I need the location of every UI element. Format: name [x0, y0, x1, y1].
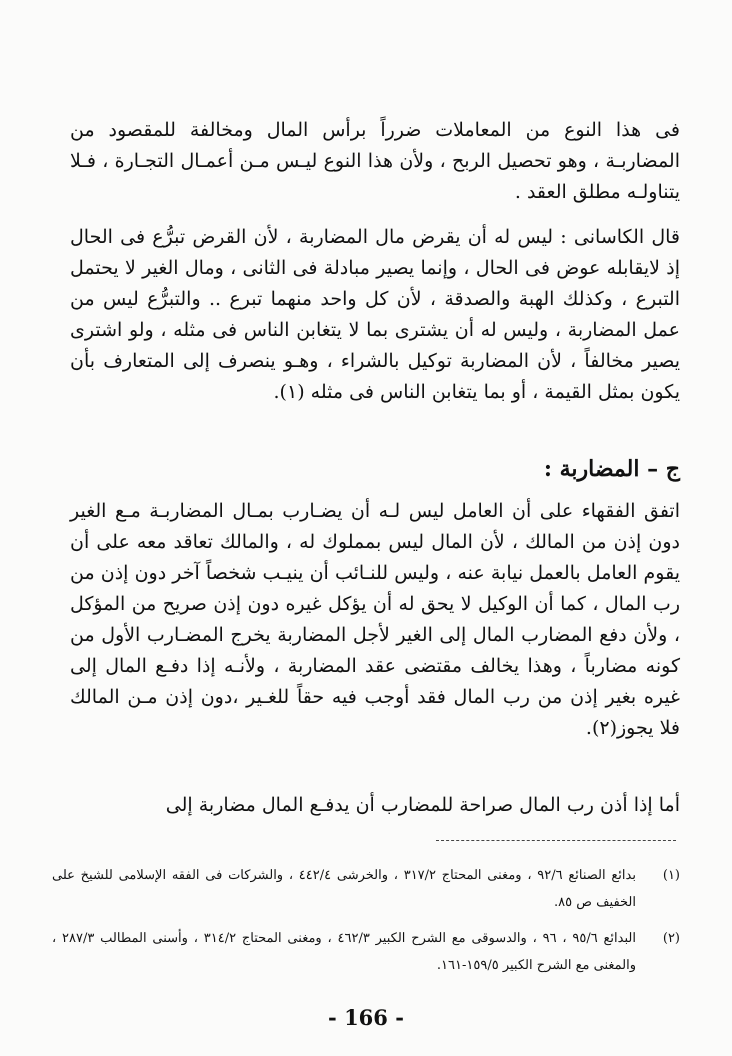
footnote-2: [52, 925, 680, 979]
footnote-number: (١): [662, 868, 680, 883]
footnote-text: البدائع ٩٥/٦ ، ٩٦ ، والدسوقى مع الشرح الكبير ٤٦٢/٣ ، ومغنى المحتاج ٣١٤/٢ ، وأسنى المطالب ٢٨٧/٣ ، والمغنى مع الشرح الكبير ١٥٩/٥-١٦١.: [52, 931, 636, 973]
paragraph-4: أما إذا أذن رب المال صراحة للمضارب أن يدفـع المال مضاربة إلى: [165, 794, 680, 816]
footnote-text: بدائع الصنائع ٩٢/٦ ، ومغنى المحتاج ٣١٧/٢ ، والخرشى ٤٤٢/٤ ، والشركات فى الفقه الإسلامى للشيخ على الخفيف ص ٨٥.: [52, 868, 636, 910]
section-heading: ج – المضاربة :: [543, 456, 680, 482]
footnote-1: [52, 862, 680, 916]
footnote-divider: [436, 840, 676, 841]
paragraph-3: اتفق الفقهاء على أن العامل ليس لـه أن يضـارب بمـال المضاربـة مـع الغير دون إذن من المالك ، لأن المال ليس بمملوك له ، والمالك تعاقد معه على أن يقوم العامل بالعمل نيابة عنه ، وليس للنـائب أن ينيـب شخصاً آخر دون إذن من رب المال ، كما أن الوكيل لا يحق له أن يؤكل غيره دون إذن صريح من المؤكل ، ولأن دفع المضارب المال إلى الغير لأجل المضاربة يخرج المضـارب الأول من كونه مضارباً ، وهذا يخالف مقتضى عقد المضاربة ، ولأنـه إذا دفـع المال إلى غيره بغير إذن من رب المال فقد أوجب فيه حقاً للغـير ،دون إذن مـن المالك فلا يجوز(٢).: [70, 500, 680, 739]
paragraph-1: فى هذا النوع من المعاملات ضرراً برأس المال ومخالفة للمقصود من المضاربـة ، وهو تحصيل الربح ، ولأن هذا النوع ليـس مـن أعمـال التجـارة ، فـلا يتناولـه مطلق العقد .: [70, 119, 680, 203]
paragraph-2: قال الكاسانى : ليس له أن يقرض مال المضاربة ، لأن القرض تبرُّع فى الحال إذ لايقابله عوض فى الحال ، وإنما يصير مبادلة فى الثانى ، ومال الغير لا يحتمل التبرع ، وكذلك الهبة والصدقة ، لأن كل واحد منهما تبرع .. والتبرُّع ليس من عمل المضاربة ، وليس له أن يشترى بما لا يتغابن الناس فى مثله ، ولو اشترى يصير مخالفاً ، لأن المضاربة توكيل بالشراء ، وهـو ينصرف إلى المتعارف بأن يكون بمثل القيمة ، أو بما يتغابن الناس فى مثله (١).: [70, 226, 680, 403]
footnote-number: (٢): [662, 931, 680, 946]
page-number: - 166 -: [328, 1005, 404, 1030]
